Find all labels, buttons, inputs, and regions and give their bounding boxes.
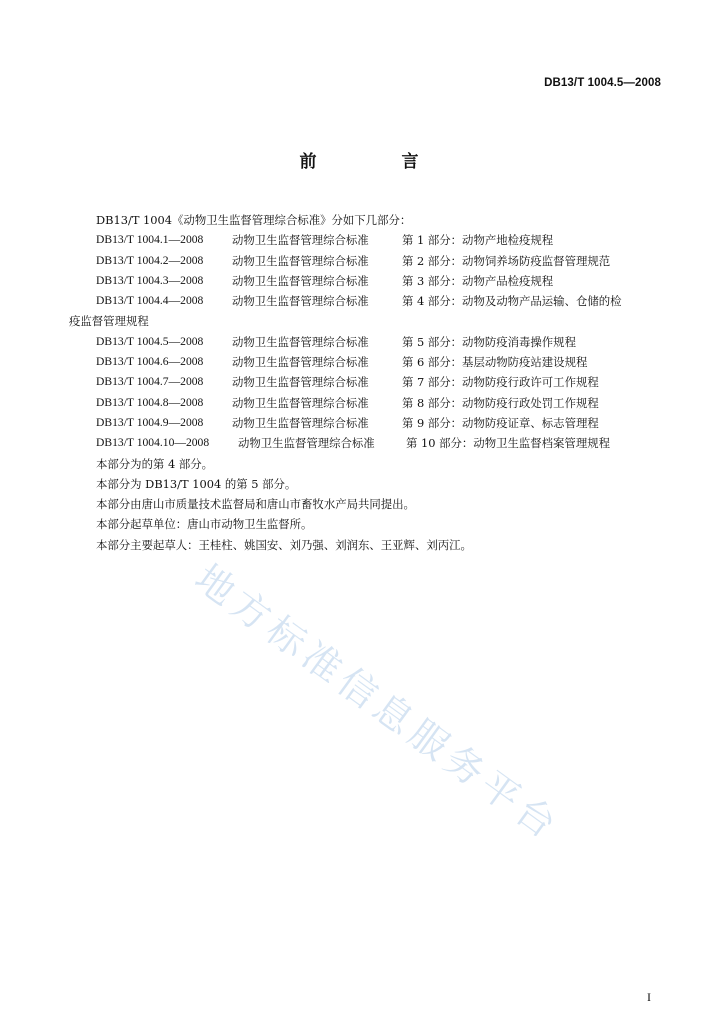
part-title: 第 9 部分：动物防疫证章、标志管理程 (402, 415, 599, 430)
part-title: 第 10 部分：动物卫生监督档案管理规程 (406, 436, 610, 451)
part-series: 动物卫生监督管理综合标准 (232, 253, 369, 268)
foreword-body (69, 210, 669, 555)
part-code: DB13/T 1004.2—2008 (96, 253, 204, 267)
page-title: 前 言 (299, 152, 453, 172)
part-title: 第 5 部分：动物防疫消毒操作规程 (402, 334, 576, 349)
note-line-5: 本部分主要起草人：王桂柱、姚国安、刘乃强、刘润东、王亚辉、刘丙江。 (96, 537, 472, 552)
standard-code-header: DB13/T 1004.5—2008 (544, 77, 661, 89)
part-row-7 (69, 372, 669, 392)
part-code: DB13/T 1004.9—2008 (96, 415, 204, 429)
part-code: DB13/T 1004.7—2008 (96, 375, 204, 389)
part-title: 第 2 部分：动物饲养场防疫监督管理规范 (402, 253, 611, 268)
part-row-3 (69, 271, 669, 291)
note-line-3: 本部分由唐山市质量技术监督局和唐山市畜牧水产局共同提出。 (96, 497, 415, 512)
note-line-2: 本部分为 DB13/T 1004 的第 5 部分。 (96, 476, 297, 491)
part-row-8 (69, 393, 669, 413)
part-code: DB13/T 1004.10—2008 (96, 436, 210, 450)
part-title: 第 8 部分：动物防疫行政处罚工作规程 (402, 395, 599, 410)
part-series: 动物卫生监督管理综合标准 (232, 355, 369, 370)
part-series: 动物卫生监督管理综合标准 (232, 334, 369, 349)
part-series: 动物卫生监督管理综合标准 (238, 436, 375, 451)
part-series: 动物卫生监督管理综合标准 (232, 395, 369, 410)
intro-paragraph: DB13/T 1004《动物卫生监督管理综合标准》分如下几部分： (96, 213, 412, 227)
note-line-4: 本部分起草单位：唐山市动物卫生监督所。 (96, 517, 313, 532)
part-series: 动物卫生监督管理综合标准 (232, 415, 369, 430)
part-row-9 (69, 413, 669, 433)
part-code: DB13/T 1004.1—2008 (96, 233, 204, 247)
part-row-4-continuation: 疫监督管理规程 (69, 314, 149, 329)
watermark-text: 地方标准信息服务平台 (187, 555, 569, 850)
part-series: 动物卫生监督管理综合标准 (232, 294, 369, 309)
part-row-5 (69, 332, 669, 352)
part-title: 第 6 部分：基层动物防疫站建设规程 (402, 355, 588, 370)
part-title: 第 1 部分：动物产地检疫规程 (402, 233, 554, 248)
page-number: I (647, 990, 651, 1004)
part-row-1 (69, 230, 669, 250)
part-title: 第 4 部分：动物及动物产品运输、仓储的检 (402, 294, 622, 309)
part-row-4 (69, 291, 669, 311)
part-title: 第 7 部分：动物防疫行政许可工作规程 (402, 375, 599, 390)
part-code: DB13/T 1004.4—2008 (96, 294, 204, 308)
part-series: 动物卫生监督管理综合标准 (232, 273, 369, 288)
note-line-1: 本部分为的第 4 部分。 (96, 456, 214, 471)
part-row-10 (69, 433, 669, 453)
part-title: 第 3 部分：动物产品检疫规程 (402, 273, 554, 288)
part-series: 动物卫生监督管理综合标准 (232, 233, 369, 248)
part-row-2 (69, 251, 669, 271)
part-series: 动物卫生监督管理综合标准 (232, 375, 369, 390)
part-code: DB13/T 1004.8—2008 (96, 395, 204, 409)
part-row-6 (69, 352, 669, 372)
part-code: DB13/T 1004.6—2008 (96, 355, 204, 369)
part-code: DB13/T 1004.3—2008 (96, 273, 204, 287)
part-code: DB13/T 1004.5—2008 (96, 334, 204, 348)
